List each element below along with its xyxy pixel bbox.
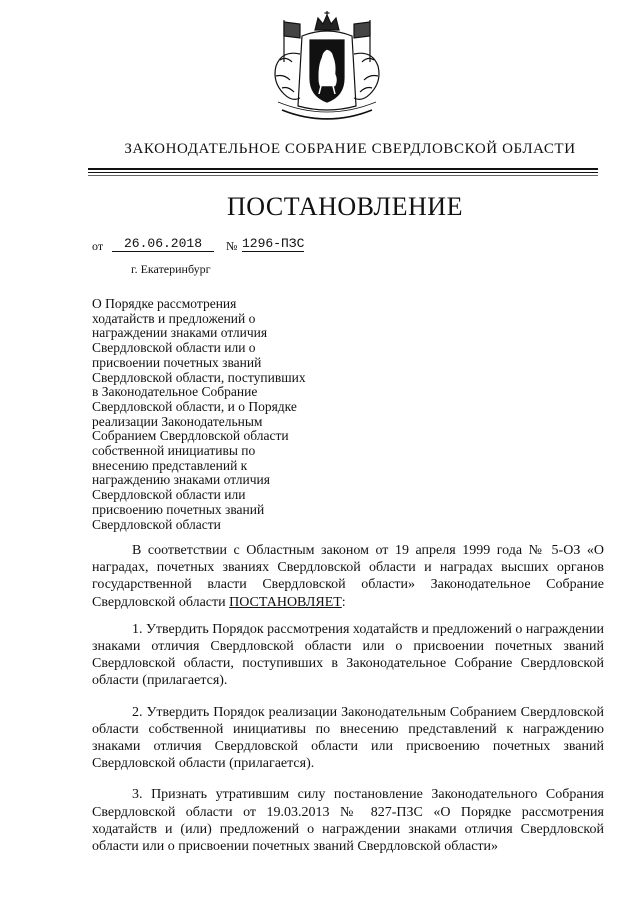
subject-line: собственной инициативы по	[92, 443, 256, 459]
subject-line: присвоению почетных званий	[92, 501, 265, 517]
clause-3: 3. Признать утратившим силу постановление Законодательного Собрания Свердловской области от 19.03.2013 № 827-ПЗС «О Порядке рассмотрения ходатайств и (или) предложений о награждении знаками отличия Свердловской области или о присвоении почетных званий Свердловской области»	[92, 787, 604, 855]
document-date: 26.06.2018	[112, 236, 214, 252]
document-subject	[92, 297, 362, 532]
resolves-keyword: ПОСТАНОВЛЯЕТ	[229, 594, 342, 610]
subject-line: награждению знаками отличия	[92, 472, 270, 488]
subject-line: Свердловской области, поступивших	[92, 369, 306, 385]
coat-of-arms-icon	[262, 10, 392, 128]
header-divider	[88, 175, 598, 176]
document-number: 1296-ПЗС	[242, 236, 305, 251]
subject-line: в Законодательное Собрание	[92, 384, 258, 400]
organization-name: ЗАКОНОДАТЕЛЬНОЕ СОБРАНИЕ СВЕРДЛОВСКОЙ ОБЛАСТИ	[124, 141, 576, 157]
subject-line: Собранием Свердловской области	[92, 428, 289, 444]
subject-line: Свердловской области	[92, 516, 221, 532]
date-label: от	[92, 239, 104, 253]
document-body	[92, 542, 604, 869]
document-city: г. Екатеринбург	[131, 262, 211, 276]
preamble-paragraph	[92, 542, 604, 611]
document-title: ПОСТАНОВЛЕНИЕ	[227, 192, 463, 221]
clause-1: 1. Утвердить Порядок рассмотрения ходатайств и предложений о награждении знаками отличия Свердловской области или о присвоении почетных званий Свердловской области, поступивших в Законодательное Собрание Свердловской области (прилагается).	[92, 621, 605, 689]
clause-2: 2. Утвердить Порядок реализации Законодательным Собранием Свердловской области собственной инициативы по внесению представлений к награждению знаками отличия Свердловской области или присвоению почетных званий Свердловской области (прилагается).	[92, 704, 604, 772]
document-meta	[92, 236, 352, 256]
header-divider	[88, 168, 598, 170]
subject-line: Свердловской области или о	[92, 340, 256, 356]
subject-line: присвоении почетных званий	[92, 354, 262, 370]
header-divider	[88, 172, 598, 173]
subject-line: награждении знаками отличия	[92, 325, 268, 341]
subject-line: О Порядке рассмотрения	[92, 296, 237, 311]
preamble-end: :	[341, 594, 346, 610]
subject-line: внесению представлений к	[92, 457, 248, 473]
subject-line: реализации Законодательным	[92, 413, 263, 429]
subject-line: ходатайств и предложений о	[92, 310, 256, 326]
number-label: №	[226, 239, 238, 253]
subject-line: Свердловской области, и о Порядке	[92, 398, 297, 414]
subject-line: Свердловской области или	[92, 487, 246, 503]
preamble-text: В соответствии с Областным законом от 19 апреля 1999 года № 5-ОЗ «О наградах, почетных званиях Свердловской области и наградах высших органов государственной власти Свердловской области» Законодательное Собрание Свердловской области	[92, 543, 604, 610]
